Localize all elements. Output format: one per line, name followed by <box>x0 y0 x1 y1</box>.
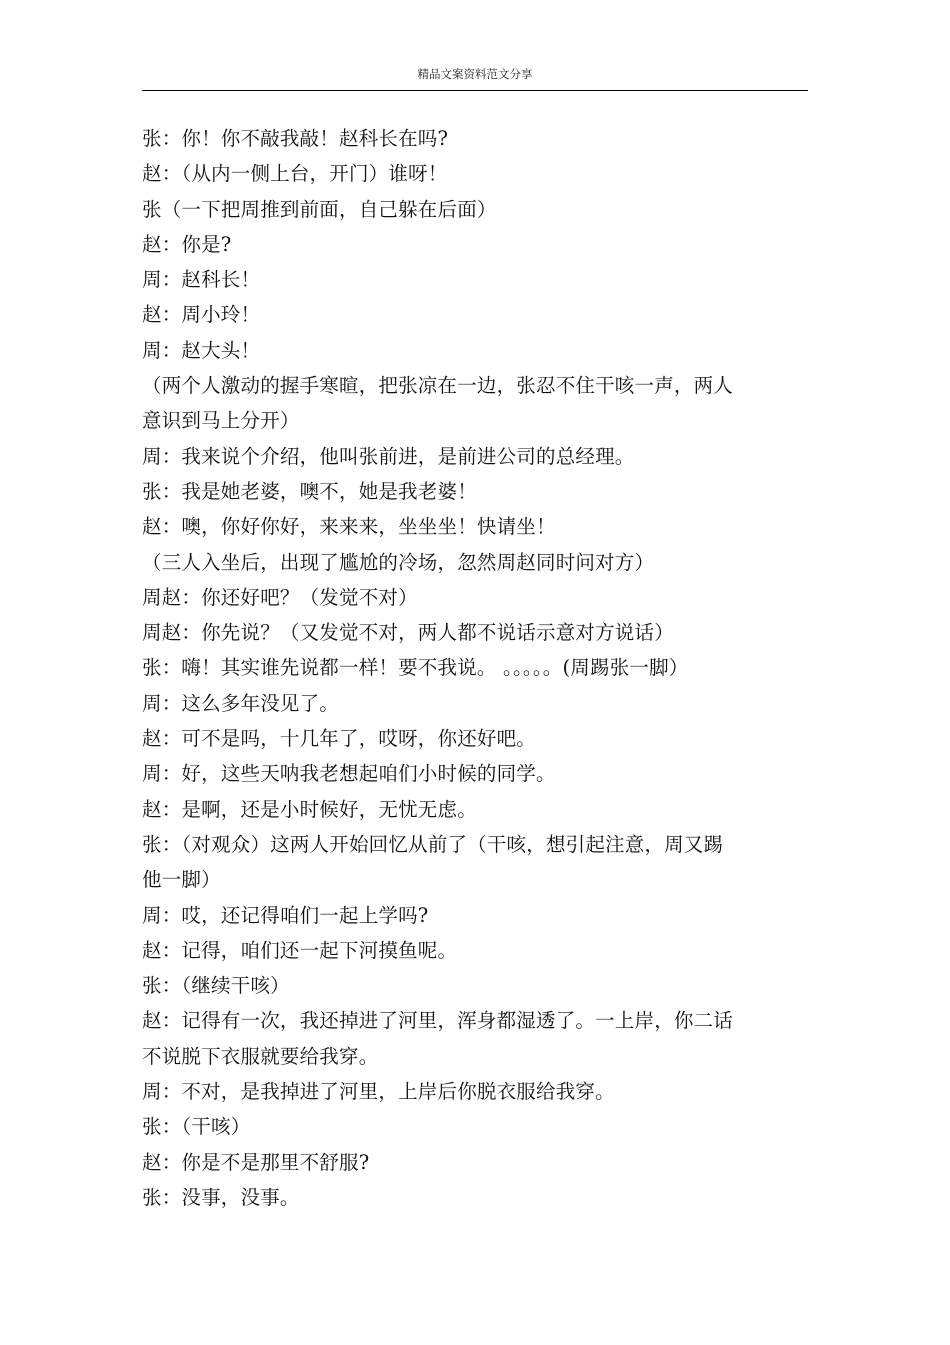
dialogue-line: 张：没事，没事。 <box>142 1185 300 1209</box>
dialogue-line: 赵：周小玲！ <box>142 303 261 327</box>
dialogue-line: 张：嗨！其实谁先说都一样！要不我说。 。。。。。(周踢张一脚） <box>142 656 689 680</box>
dialogue-line: 周：赵大头！ <box>142 338 261 362</box>
dialogue-line: 赵：你是? <box>142 232 232 256</box>
page-header: 精品文案资料范文分享 <box>417 67 533 81</box>
dialogue-line: 赵：噢，你好你好，来来来，坐坐坐！快请坐！ <box>142 515 556 539</box>
dialogue-line: 不说脱下衣服就要给我穿。 <box>142 1044 379 1068</box>
dialogue-line: 张：我是她老婆，噢不，她是我老婆！ <box>142 479 477 503</box>
dialogue-line: 赵：你是不是那里不舒服? <box>142 1150 370 1174</box>
dialogue-line: 赵：是啊，还是小时候好，无忧无虑。 <box>142 797 477 821</box>
dialogue-line: 赵：（从内一侧上台，开门）谁呀！ <box>142 162 448 186</box>
stage-direction-line: 意识到马上分开） <box>142 409 300 433</box>
stage-direction-line: （三人入坐后，出现了尴尬的冷场，忽然周赵同时问对方） <box>142 550 655 574</box>
dialogue-line: 赵：可不是吗，十几年了，哎呀，你还好吧。 <box>142 727 537 751</box>
dialogue-line: 周赵：你先说？（又发觉不对，两人都不说话示意对方说话） <box>142 621 674 645</box>
dialogue-line: 张：你！你不敲我敲！赵科长在吗? <box>142 127 449 150</box>
dialogue-line: 张：（继续干咳） <box>142 974 290 998</box>
dialogue-line: 周：哎，还记得咱们一起上学吗? <box>142 903 429 927</box>
header-divider <box>142 90 808 91</box>
dialogue-line: 张：（对观众）这两人开始回忆从前了（干咳，想引起注意，周又踢 <box>142 832 724 856</box>
dialogue-line: 周：赵科长！ <box>142 268 261 292</box>
dialogue-line: 张：（干咳） <box>142 1115 251 1139</box>
dialogue-line: 赵：记得，咱们还一起下河摸鱼呢。 <box>142 938 458 962</box>
stage-direction-line: （两个人激动的握手寒暄，把张凉在一边，张忍不住干咳一声，两人 <box>142 374 734 398</box>
dialogue-line: 周赵：你还好吧？（发觉不对） <box>142 585 418 609</box>
dialogue-line: 周：这么多年没见了。 <box>142 691 340 715</box>
dialogue-line: 赵：记得有一次，我还掉进了河里，浑身都湿透了。一上岸，你二话 <box>142 1009 734 1033</box>
script-body <box>142 121 777 1215</box>
dialogue-line: 周：我来说个介绍，他叫张前进，是前进公司的总经理。 <box>142 444 635 468</box>
dialogue-line: 周：不对，是我掉进了河里，上岸后你脱衣服给我穿。 <box>142 1080 615 1104</box>
dialogue-line: 他一脚） <box>142 868 221 892</box>
stage-direction-line: 张（一下把周推到前面，自己躲在后面） <box>142 197 497 221</box>
dialogue-line: 周：好，这些天呐我老想起咱们小时候的同学。 <box>142 762 556 786</box>
